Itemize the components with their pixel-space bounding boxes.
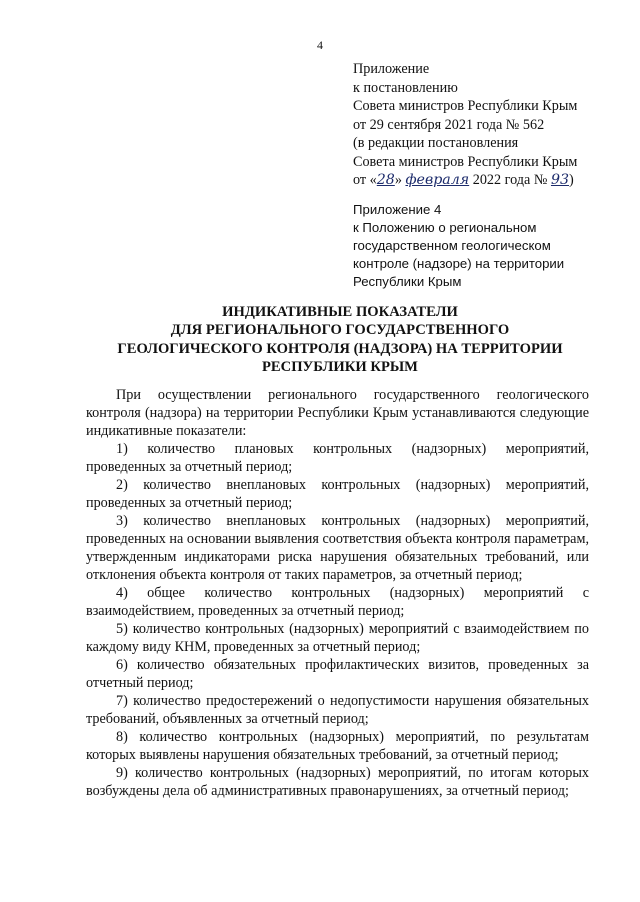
intro-paragraph: При осуществлении регионального государственного геологического контроля (надзора) на территории Республики Крым устанавливаются следующие индикативные показатели: [86,387,589,439]
date-prefix: от « [353,172,377,188]
document-title [80,303,600,376]
appendix-line: Совета министров Республики Крым [353,98,578,114]
title-line: ИНДИКАТИВНЫЕ ПОКАЗАТЕЛИ [222,304,458,320]
date-year: 2022 года № [469,172,551,188]
appendix-line: от 29 сентября 2021 года № 562 [353,116,545,133]
date-mid: » [394,172,402,188]
indicator-item: 9) количество контрольных (надзорных) мероприятий, по итогам которых возбуждены дела об административных правонарушениях, за отчетный период; [86,765,589,799]
appendix-block [353,60,613,190]
appendix-4-line: Приложение 4 [353,202,442,217]
date-suffix: ) [569,172,574,188]
title-line: РЕСПУБЛИКИ КРЫМ [262,358,418,375]
indicator-item: 2) количество внеплановых контрольных (надзорных) мероприятий, проведенных за отчетный период; [86,477,589,511]
appendix-line: (в редакции постановления [353,135,519,151]
appendix-4-block [353,201,593,291]
appendix-4-line: контроле (надзоре) на территории [353,256,565,271]
handwritten-number: 93 [550,172,570,188]
amendment-date-line [353,171,613,190]
appendix-4-line: государственном геологическом [353,238,551,253]
indicator-item: 4) общее количество контрольных (надзорных) мероприятий с взаимодействием, проведенных за отчетный период; [86,585,589,619]
handwritten-day: 28 [376,172,395,188]
indicator-item: 6) количество обязательных профилактических визитов, проведенных за отчетный период; [86,657,589,691]
indicator-item: 5) количество контрольных (надзорных) мероприятий с взаимодействием по каждому виду КНМ, проведенных за отчетный период; [86,621,589,655]
indicator-item: 8) количество контрольных (надзорных) мероприятий, по результатам которых выявлены нарушения обязательных требований, за отчетный период; [86,729,589,763]
title-line: ГЕОЛОГИЧЕСКОГО КОНТРОЛЯ (НАДЗОРА) НА ТЕРРИТОРИИ [117,340,563,357]
appendix-line: Приложение [353,61,430,77]
indicator-item: 1) количество плановых контрольных (надзорных) мероприятий, проведенных за отчетный период; [86,441,589,475]
appendix-line: Совета министров Республики Крым [353,153,578,170]
document-body [86,386,589,800]
appendix-4-line: Республики Крым [353,274,462,289]
page-number: 4 [317,38,323,52]
indicator-item: 3) количество внеплановых контрольных (надзорных) мероприятий, проведенных на основании выявления соответствия объекта контроля параметрам, утвержденным индикаторами риска нарушения обязательных требований, или отклонения объекта контроля от таких параметров, за отчетный период; [86,513,589,583]
title-line: ДЛЯ РЕГИОНАЛЬНОГО ГОСУДАРСТВЕННОГО [170,322,510,339]
handwritten-month: февраля [405,172,470,188]
appendix-4-line: к Положению о региональном [353,220,537,235]
appendix-line: к постановлению [353,79,458,96]
indicator-item: 7) количество предостережений о недопустимости нарушения обязательных требований, объявленных за отчетный период; [86,693,589,727]
